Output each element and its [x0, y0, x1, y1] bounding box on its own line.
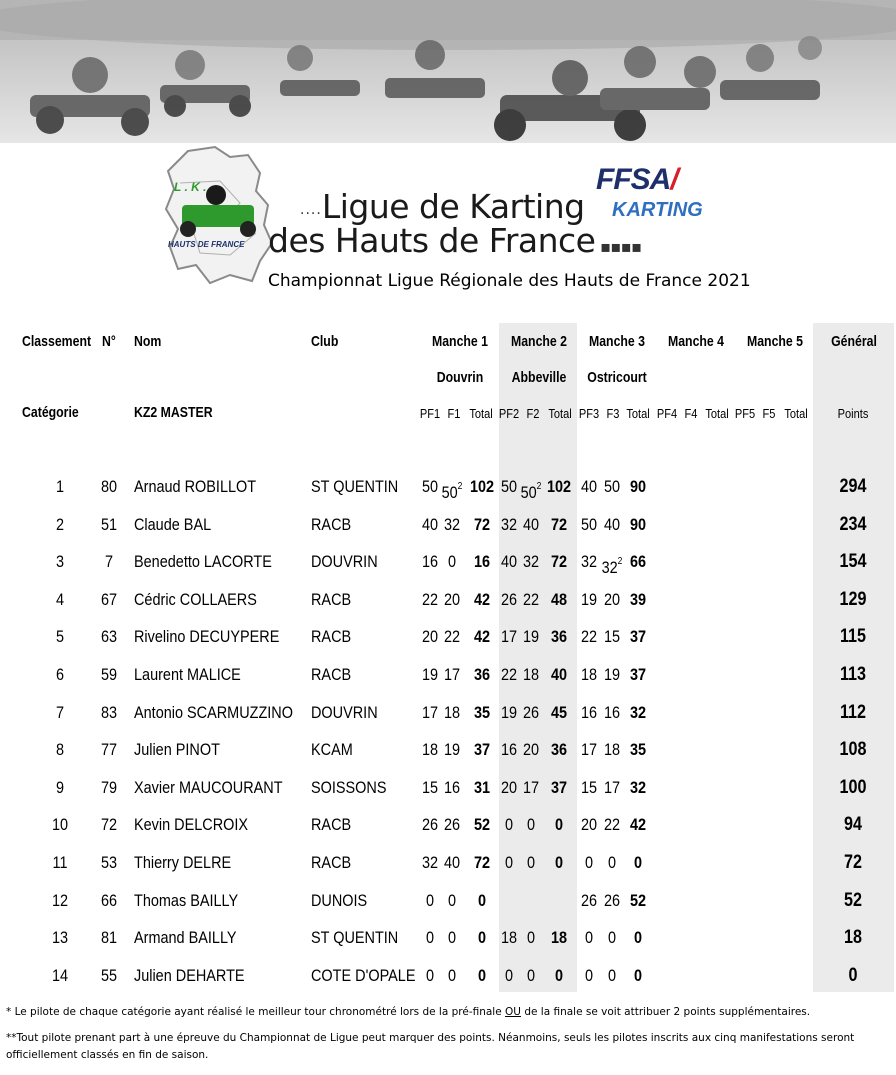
cell-m3-pf: 17 [580, 740, 598, 760]
cell-m1-total: 0 [477, 890, 487, 910]
cell-m2-total: 0 [554, 815, 564, 835]
cell-points: 112 [839, 701, 867, 723]
table-row [0, 769, 896, 806]
cell-m3-total: 39 [629, 589, 647, 609]
header-lieu1: Douvrin [436, 369, 484, 386]
table-row [0, 468, 896, 505]
cell-rank: 5 [55, 627, 65, 647]
cell-number: 59 [100, 665, 118, 684]
cell-number: 81 [100, 928, 118, 948]
cell-name: Thomas BAILLY [134, 890, 239, 910]
cell-m3-f: 17 [603, 777, 621, 797]
cell-name: Arnaud ROBILLOT [134, 477, 257, 496]
header-club: Club [311, 333, 339, 350]
cell-m1-pf: 22 [421, 589, 439, 609]
cell-number: 7 [104, 552, 114, 572]
cell-m2-pf: 17 [500, 627, 518, 647]
cell-m2-total: 72 [550, 514, 568, 534]
cell-m1-pf: 32 [421, 853, 439, 872]
subheader-m3-2: Total [626, 406, 650, 421]
cell-rank: 9 [55, 777, 65, 797]
cell-m2-pf: 26 [500, 589, 518, 609]
cell-m1-total: 0 [477, 928, 487, 948]
cell-m2-total: 45 [550, 702, 568, 722]
cell-m2-pf: 32 [500, 514, 518, 534]
cell-m1-pf: 19 [421, 665, 439, 684]
subheader-m2-1: F2 [526, 406, 540, 421]
cell-rank: 1 [55, 477, 65, 496]
cell-m1-total: 35 [473, 702, 491, 722]
cell-m1-total: 37 [473, 740, 491, 760]
cell-m1-total: 72 [473, 514, 491, 534]
cell-name: Julien DEHARTE [134, 965, 245, 985]
cell-m1-total: 31 [473, 777, 491, 797]
cell-number: 66 [100, 890, 118, 910]
cell-club: ST QUENTIN [311, 477, 399, 496]
cell-m1-f: 19 [443, 740, 461, 760]
cell-m1-superscript: 2 [457, 481, 463, 492]
cell-m2-pf: 19 [500, 702, 518, 722]
cell-name: Benedetto LACORTE [134, 552, 272, 572]
header-manche1: Manche 1 [431, 333, 489, 350]
subheader-m3-0: PF3 [578, 406, 600, 421]
cell-m3-pf: 32 [580, 552, 598, 572]
cell-m1-f: 17 [443, 665, 461, 684]
championship-title: Championnat Ligue Régionale des Hauts de France 2021 [268, 271, 751, 291]
cell-m2-f: 0 [526, 928, 536, 948]
cell-value: 50 [441, 483, 458, 502]
subheader-m4-1: F4 [684, 406, 698, 421]
footnote-2: **Tout pilote prenant part à une épreuve du Championnat de Ligue peut marquer des points. Néanmoins, seuls les pilotes inscrits aux cinq manifestations seront officiellement classés en fin de saison. [6, 1032, 855, 1061]
cell-points: 100 [839, 776, 867, 798]
cell-club: COTE D'OPALE [311, 965, 416, 985]
cell-m3-f: 20 [603, 589, 621, 609]
cell-m1-total: 0 [477, 965, 487, 985]
cell-number: 55 [100, 965, 118, 985]
cell-number: 79 [100, 777, 118, 797]
header-manche3: Manche 3 [588, 333, 646, 350]
cell-points: 234 [839, 513, 867, 535]
cell-m3-f: 16 [603, 702, 621, 722]
cell-club: DOUVRIN [311, 552, 378, 572]
cell-rank: 10 [51, 815, 69, 835]
cell-m1-total: 42 [473, 589, 491, 609]
cell-points: 94 [844, 814, 862, 836]
cell-m2-f: 17 [522, 777, 540, 797]
cell-m3-pf: 15 [580, 777, 598, 797]
cell-m3-pf: 0 [584, 965, 594, 985]
cell-number: 77 [100, 740, 118, 760]
cell-club: RACB [311, 665, 352, 684]
cell-m2-f: 40 [522, 514, 540, 534]
table-row [0, 694, 896, 731]
cell-rank: 6 [55, 665, 65, 684]
header-nom: Nom [134, 333, 162, 350]
cell-m2-pf: 50 [500, 477, 518, 496]
cell-name: Kevin DELCROIX [134, 815, 249, 835]
cell-points: 154 [839, 551, 867, 573]
cell-value: 50 [520, 483, 537, 502]
cell-m2-f: 26 [522, 702, 540, 722]
cell-m3-f: 22 [603, 815, 621, 835]
cell-club: RACB [311, 514, 352, 534]
cell-rank: 4 [55, 589, 65, 609]
cell-points: 72 [844, 852, 862, 873]
ffsa-karting-text: KARTING [612, 199, 703, 221]
cell-m1-pf: 0 [425, 965, 435, 985]
cell-number: 53 [100, 853, 118, 872]
cell-m3-total: 90 [629, 477, 647, 496]
cell-m2-superscript: 2 [536, 481, 542, 492]
cell-number: 67 [100, 589, 118, 609]
cell-m2-f: 32 [522, 552, 540, 572]
cell-m2-f: 0 [526, 815, 536, 835]
cell-rank: 3 [55, 552, 65, 572]
cell-m1-f [442, 468, 463, 511]
cell-m1-f: 32 [443, 514, 461, 534]
cell-m3-pf: 19 [580, 589, 598, 609]
subheader-m4-2: Total [705, 406, 729, 421]
ligue-title-line1: ····Ligue de Karting [300, 187, 585, 226]
cell-m3-pf: 0 [584, 928, 594, 948]
cell-club: RACB [311, 815, 352, 835]
cell-m2-total: 36 [550, 627, 568, 647]
map-text: HAUTS DE FRANCE [168, 240, 245, 249]
lk-text: L . K . [174, 180, 207, 194]
cell-m2-pf: 40 [500, 552, 518, 572]
cell-m2-pf: 0 [504, 965, 514, 985]
cell-m2-f: 22 [522, 589, 540, 609]
cell-club: RACB [311, 627, 352, 647]
subheader-m1-2: Total [469, 406, 493, 421]
subheader-m1-1: F1 [447, 406, 461, 421]
cell-m2-total: 18 [550, 928, 568, 948]
cell-number: 63 [100, 627, 118, 647]
table-row [0, 806, 896, 843]
cell-m3-total: 37 [629, 627, 647, 647]
ffsa-logo: FFSA/ [596, 163, 678, 196]
subheader-m5-0: PF5 [734, 406, 756, 421]
cell-m1-f: 18 [443, 702, 461, 722]
cell-m3-total: 32 [629, 702, 647, 722]
cell-m1-pf: 50 [421, 477, 439, 496]
cell-points: 115 [839, 626, 867, 648]
cell-name: Antonio SCARMUZZINO [134, 702, 293, 722]
cell-m1-f: 16 [443, 777, 461, 797]
cell-m1-total: 16 [473, 552, 491, 572]
cell-m3-pf: 20 [580, 815, 598, 835]
subheader-m3-1: F3 [606, 406, 620, 421]
cell-m1-f: 20 [443, 589, 461, 609]
cell-club: DOUVRIN [311, 702, 378, 722]
cell-points: 18 [844, 927, 862, 949]
cell-m1-f: 0 [447, 552, 457, 572]
cell-rank: 8 [55, 740, 65, 760]
hauts-de-france-map-logo [160, 143, 290, 288]
header-banner-photo [0, 0, 896, 143]
cell-m1-f: 0 [447, 928, 457, 948]
cell-m3-f: 18 [603, 740, 621, 760]
header-numero: N° [102, 333, 116, 350]
cell-number: 72 [100, 815, 118, 835]
cell-points: 52 [844, 889, 862, 911]
cell-name: Laurent MALICE [134, 665, 241, 684]
cell-m3-pf: 26 [580, 890, 598, 910]
cell-m2-pf: 0 [504, 815, 514, 835]
cell-m2-pf: 22 [500, 665, 518, 684]
cell-m2-f: 0 [526, 965, 536, 985]
cell-points: 108 [839, 739, 867, 761]
cell-m3-f: 0 [607, 928, 617, 948]
cell-points: 0 [848, 964, 858, 986]
cell-m3-f: 50 [603, 477, 621, 496]
subheader-m4-0: PF4 [656, 406, 678, 421]
cell-m1-total: 36 [473, 665, 491, 684]
cell-number: 51 [100, 514, 118, 534]
header-categorie: Catégorie [22, 404, 79, 421]
cell-m2-total: 36 [550, 740, 568, 760]
cell-m2-pf: 18 [500, 928, 518, 948]
cell-m1-pf: 0 [425, 928, 435, 948]
cell-m2-pf: 0 [504, 853, 514, 872]
cell-m2-pf: 16 [500, 740, 518, 760]
cell-rank: 2 [55, 514, 65, 534]
cell-m3-f: 15 [603, 627, 621, 647]
ligue-title-line2: des Hauts de France ▪▪▪▪ [268, 221, 642, 260]
cell-m2-total: 102 [546, 477, 572, 496]
header-lieu3: Ostricourt [587, 369, 647, 386]
cell-name: Thierry DELRE [134, 853, 232, 872]
cell-club: KCAM [311, 740, 353, 760]
table-row [0, 618, 896, 655]
cell-m3-f: 40 [603, 514, 621, 534]
cell-m3-f: 0 [607, 853, 617, 872]
cell-m3-total: 37 [629, 665, 647, 684]
cell-m3-pf: 40 [580, 477, 598, 496]
cell-m2-f [521, 468, 542, 511]
cell-club: DUNOIS [311, 890, 368, 910]
cell-m3-pf: 18 [580, 665, 598, 684]
cell-m2-total: 72 [550, 552, 568, 572]
cell-m1-total: 42 [473, 627, 491, 647]
cell-m1-total: 102 [469, 477, 495, 496]
cell-m1-f: 0 [447, 890, 457, 910]
cell-m2-f: 19 [522, 627, 540, 647]
cell-m1-total: 52 [473, 815, 491, 835]
cell-m1-pf: 0 [425, 890, 435, 910]
cell-m2-pf: 20 [500, 777, 518, 797]
cell-m3-total: 35 [629, 740, 647, 760]
cell-m3-total: 0 [633, 853, 643, 872]
cell-m2-f: 20 [522, 740, 540, 760]
cell-m3-f: 19 [603, 665, 621, 684]
footnote-1: * Le pilote de chaque catégorie ayant réalisé le meilleur tour chronométré lors de la pré-finale OU de la finale se voit attribuer 2 points supplémentaires. [6, 1006, 811, 1018]
cell-m1-f: 40 [443, 853, 461, 872]
cell-m3-f: 26 [603, 890, 621, 910]
cell-m2-f: 18 [522, 665, 540, 684]
table-row [0, 581, 896, 618]
table-row [0, 506, 896, 543]
cell-m2-total: 37 [550, 777, 568, 797]
cell-name: Cédric COLLAERS [134, 589, 257, 609]
cell-number: 80 [100, 477, 118, 496]
cell-m1-pf: 26 [421, 815, 439, 835]
header-points: Points [837, 406, 869, 421]
cell-m3-total: 90 [629, 514, 647, 534]
cell-m3-pf: 22 [580, 627, 598, 647]
table-row [0, 731, 896, 768]
cell-points: 113 [839, 664, 867, 685]
subheader-m1-0: PF1 [419, 406, 441, 421]
table-row [0, 656, 896, 693]
header-general: Général [831, 333, 877, 350]
header-manche2: Manche 2 [510, 333, 568, 350]
cell-m1-pf: 20 [421, 627, 439, 647]
subheader-m5-1: F5 [762, 406, 776, 421]
header-lieu2: Abbeville [511, 369, 567, 386]
table-row [0, 919, 896, 956]
cell-m3-total: 66 [629, 552, 647, 572]
cell-m1-pf: 40 [421, 514, 439, 534]
cell-m2-total: 0 [554, 965, 564, 985]
cell-m2-total: 0 [554, 853, 564, 872]
cell-m3-pf: 0 [584, 853, 594, 872]
subheader-m5-2: Total [784, 406, 808, 421]
cell-value: 32 [601, 558, 618, 578]
cell-club: RACB [311, 853, 352, 872]
cell-club: ST QUENTIN [311, 928, 399, 948]
cell-number: 83 [100, 702, 118, 722]
cell-rank: 13 [51, 928, 69, 948]
cell-m2-total: 40 [550, 665, 568, 684]
cell-m3-total: 42 [629, 815, 647, 835]
cell-m3-total: 0 [633, 928, 643, 948]
subheader-m2-0: PF2 [498, 406, 520, 421]
table-row [0, 882, 896, 919]
cell-name: Armand BAILLY [134, 928, 237, 948]
cell-m1-f: 0 [447, 965, 457, 985]
cell-rank: 11 [52, 853, 68, 872]
cell-club: RACB [311, 589, 352, 609]
cell-m3-total: 0 [633, 965, 643, 985]
header-classement: Classement [22, 333, 92, 350]
header-category-name: KZ2 MASTER [134, 404, 213, 421]
karts-photo-illustration [0, 0, 896, 143]
cell-m2-f: 0 [526, 853, 536, 872]
cell-m1-f: 26 [443, 815, 461, 835]
header-manche4: Manche 4 [667, 333, 725, 350]
cell-m1-pf: 15 [421, 777, 439, 797]
cell-points: 129 [839, 588, 867, 610]
cell-rank: 12 [51, 890, 69, 910]
cell-name: Rivelino DECUYPERE [134, 627, 280, 647]
cell-m1-pf: 16 [421, 552, 439, 572]
cell-m3-pf: 50 [580, 514, 598, 534]
cell-m2-total: 48 [550, 589, 568, 609]
cell-m3-f [602, 543, 623, 586]
table-row [0, 543, 896, 580]
cell-m1-pf: 17 [421, 702, 439, 722]
cell-m1-pf: 18 [421, 740, 439, 760]
cell-m3-superscript: 2 [617, 556, 623, 568]
cell-club: SOISSONS [311, 777, 387, 797]
cell-name: Julien PINOT [134, 740, 220, 760]
cell-rank: 14 [51, 965, 69, 985]
cell-rank: 7 [55, 702, 65, 722]
cell-points: 294 [839, 476, 867, 497]
cell-m3-f: 0 [607, 965, 617, 985]
cell-m1-f: 22 [443, 627, 461, 647]
cell-m3-pf: 16 [580, 702, 598, 722]
cell-m3-total: 52 [629, 890, 647, 910]
subheader-m2-2: Total [548, 406, 572, 421]
header-manche5: Manche 5 [746, 333, 804, 350]
cell-name: Xavier MAUCOURANT [134, 777, 283, 797]
table-row [0, 844, 896, 881]
cell-m1-total: 72 [473, 853, 491, 872]
cell-name: Claude BAL [134, 514, 212, 534]
cell-m3-total: 32 [629, 777, 647, 797]
table-row [0, 957, 896, 994]
